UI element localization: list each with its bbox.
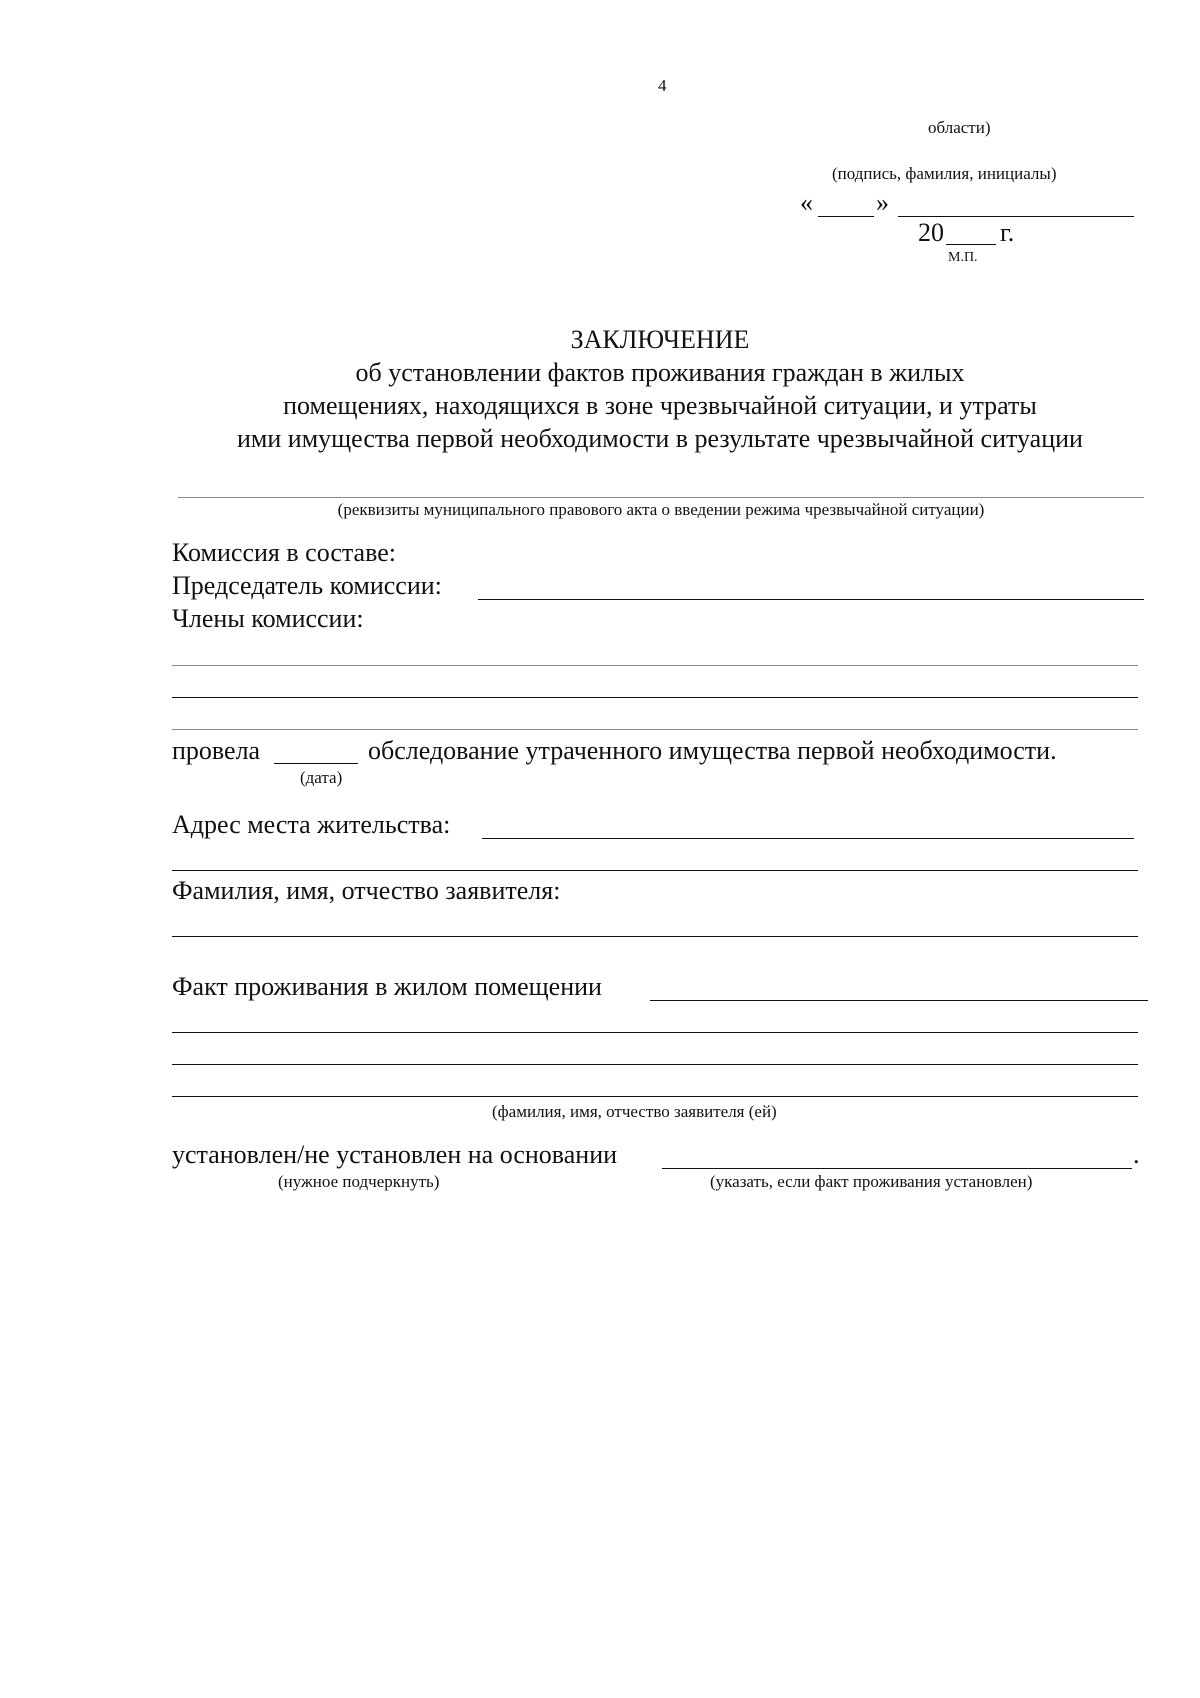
- document-subtitle-line3: ими имущества первой необходимости в результате чрезвычайной ситуации: [237, 424, 1083, 453]
- signature-caption: (подпись, фамилия, инициалы): [832, 164, 1057, 183]
- year-prefix: 20: [918, 218, 944, 247]
- quote-close: »: [876, 188, 889, 217]
- residence-fact-label: Факт проживания в жилом помещении: [172, 972, 602, 1001]
- residence-line-4: [172, 1096, 1138, 1097]
- residence-line-3: [172, 1064, 1138, 1065]
- applicant-name-line: [172, 936, 1138, 937]
- day-blank-line: [818, 216, 874, 217]
- act-requisites-line: [178, 497, 1144, 498]
- month-blank-line: [898, 216, 1134, 217]
- underline-caption: (нужное подчеркнуть): [278, 1172, 440, 1191]
- residence-line-1: [650, 1000, 1148, 1001]
- year-suffix: г.: [1000, 218, 1015, 247]
- document-subtitle-line1: об установлении фактов проживания граждан в жилых: [355, 358, 965, 387]
- page-number: 4: [658, 76, 667, 95]
- document-subtitle-line2: помещениях, находящихся в зоне чрезвычайной ситуации, и утраты: [283, 391, 1037, 420]
- residence-line-2: [172, 1032, 1138, 1033]
- document-title: ЗАКЛЮЧЕНИЕ: [570, 325, 750, 354]
- survey-text: обследование утраченного имущества первой необходимости.: [368, 736, 1057, 765]
- survey-conducted-label: провела: [172, 736, 261, 765]
- stamp-place-label: М.П.: [948, 250, 978, 265]
- survey-date-line: [274, 763, 358, 764]
- applicants-caption: (фамилия, имя, отчество заявителя (ей): [492, 1102, 777, 1121]
- established-label: установлен/не установлен на основании: [172, 1140, 618, 1169]
- year-blank-line: [946, 244, 996, 245]
- basis-period: .: [1133, 1140, 1140, 1169]
- chair-name-line: [478, 599, 1144, 600]
- commission-members-label: Члены комиссии:: [172, 604, 364, 633]
- act-requisites-caption: (реквизиты муниципального правового акта о введении режима чрезвычайной ситуации): [337, 500, 985, 519]
- quote-open: «: [800, 188, 813, 217]
- address-label: Адрес места жительства:: [172, 810, 451, 839]
- specify-basis-caption: (указать, если факт проживания установлен): [710, 1172, 1033, 1191]
- member-line-1: [172, 665, 1138, 666]
- member-line-2: [172, 697, 1138, 698]
- region-tail-text: области): [928, 118, 991, 137]
- basis-line: [662, 1168, 1132, 1169]
- address-line-2: [172, 870, 1138, 871]
- applicant-name-label: Фамилия, имя, отчество заявителя:: [172, 876, 561, 905]
- member-line-3: [172, 729, 1138, 730]
- survey-date-caption: (дата): [300, 768, 343, 787]
- commission-chair-label: Председатель комиссии:: [172, 571, 442, 600]
- address-line-1: [482, 838, 1134, 839]
- commission-composition-label: Комиссия в составе:: [172, 538, 396, 567]
